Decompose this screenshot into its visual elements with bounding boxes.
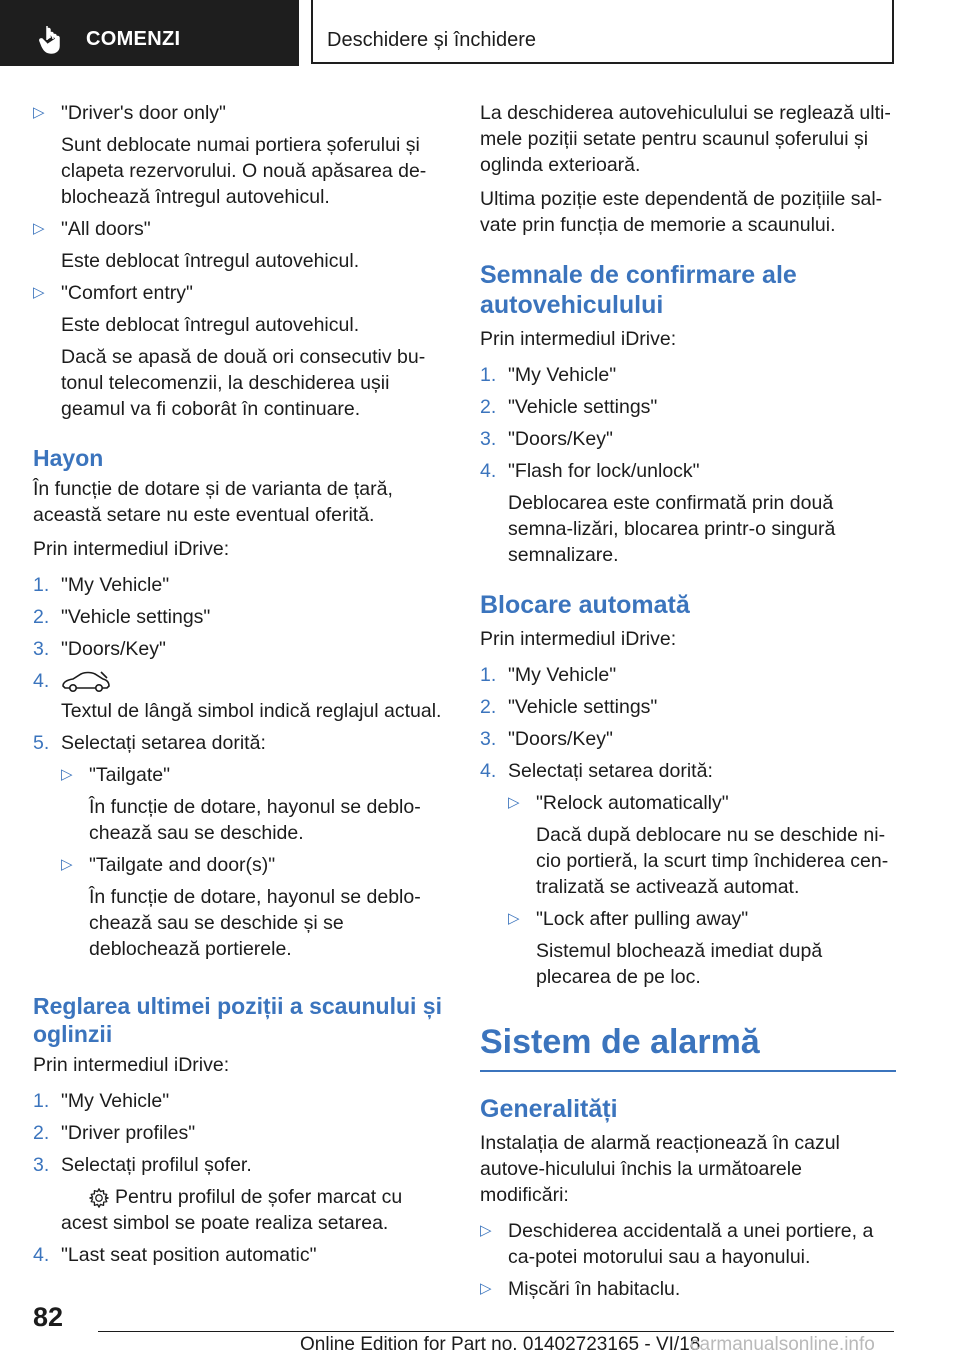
step [33, 1120, 453, 1146]
step-number: 4. [480, 460, 497, 482]
step [33, 572, 453, 598]
step [480, 394, 896, 420]
triangle-bullet-icon: ▷ [61, 856, 73, 873]
heading-seat: Reglarea ultimei poziții a scaunului și oglinzii [33, 993, 442, 1047]
triangle-bullet-icon: ▷ [508, 794, 520, 811]
option-title: "Tailgate and door(s)" [89, 854, 276, 876]
step-number: 1. [480, 364, 497, 386]
list-item [478, 790, 896, 900]
paragraph: Ultima poziție este dependentă de pozițiile sal-vate prin funcția de memorie a scaunului. [480, 188, 883, 236]
step-note: Deblocarea este confirmată prin două semna-lizări, blocarea printr-o singură semnalizare. [508, 492, 836, 566]
step-number: 4. [33, 1244, 50, 1266]
list-item [31, 762, 453, 846]
chapter-tab [311, 0, 894, 64]
step-text: "Doors/Key" [508, 428, 613, 450]
step [480, 758, 896, 996]
step-number: 2. [480, 696, 497, 718]
hand-icon [38, 24, 64, 54]
section-title: COMENZI [86, 28, 181, 50]
triangle-bullet-icon: ▷ [508, 910, 520, 927]
step-note: Textul de lângă simbol indică reglajul actual. [61, 700, 442, 722]
chapter-title: Deschidere și închidere [327, 29, 536, 51]
step-number: 3. [33, 638, 50, 660]
step-number: 4. [33, 670, 50, 692]
triangle-bullet-icon: ▷ [33, 284, 45, 301]
step-text: "Vehicle settings" [508, 696, 658, 718]
step-text: "Flash for lock/unlock" [508, 460, 700, 482]
paragraph: La deschiderea autovehiculului se reglează ulti-mele poziții setate pentru scaunul șoferului și oglinda exterioară. [480, 102, 891, 176]
step-text: "My Vehicle" [61, 1090, 170, 1112]
page-header [0, 0, 960, 66]
list-item [450, 1218, 896, 1270]
option-body: Sunt deblocate numai portiera șoferului și clapeta rezervorului. O nouă apăsarea de-blochează întregul autovehicul. [61, 134, 427, 208]
option-body: Este deblocat întregul autovehicul. [61, 314, 360, 336]
step-number: 5. [33, 732, 50, 754]
step [33, 1242, 453, 1268]
step-number: 1. [33, 574, 50, 596]
step-number: 1. [33, 1090, 50, 1112]
option-body: În funcție de dotare, hayonul se deblo-chează sau se deschide. [89, 796, 421, 844]
step-note [61, 1184, 453, 1236]
step [480, 694, 896, 720]
step [480, 726, 896, 752]
step-text: "Doors/Key" [61, 638, 166, 660]
step-text: "Driver profiles" [61, 1122, 196, 1144]
step-note-text: Pentru profilul de șofer marcat cu acest simbol se poate realiza setarea. [61, 1186, 403, 1234]
step-text: "Vehicle settings" [508, 396, 658, 418]
triangle-bullet-icon: ▷ [61, 766, 73, 783]
step-text: "My Vehicle" [61, 574, 170, 596]
list-item [31, 852, 453, 962]
step-text: Selectați setarea dorită: [508, 760, 713, 782]
option-title: "Lock after pulling away" [536, 908, 749, 930]
list-item-text: Mișcări în habitaclu. [508, 1278, 681, 1300]
option-title: "Comfort entry" [61, 282, 193, 304]
step [33, 1088, 453, 1114]
paragraph: Prin intermediul iDrive: [480, 628, 677, 650]
step [33, 668, 453, 724]
step-text: Selectați setarea dorită: [61, 732, 266, 754]
triangle-bullet-icon: ▷ [33, 220, 45, 237]
heading-autolock: Blocare automată [480, 591, 690, 619]
paragraph: În funcție de dotare și de varianta de țară, această setare nu este eventual oferită. [33, 478, 393, 526]
step-text: "Doors/Key" [508, 728, 613, 750]
step [480, 458, 896, 568]
section-tab[interactable] [0, 0, 299, 66]
paragraph: Instalația de alarmă reacționează în cazul autove-hiculului închis la următoarele modificări: [480, 1132, 840, 1206]
step [480, 362, 896, 388]
paragraph: Prin intermediul iDrive: [480, 328, 677, 350]
step [480, 662, 896, 688]
step-text: Selectați profilul șofer. [61, 1154, 252, 1176]
right-column [480, 100, 896, 1308]
paragraph: Prin intermediul iDrive: [33, 1054, 230, 1076]
list-item [3, 280, 453, 422]
left-column [33, 100, 453, 1274]
car-tailgate-icon [61, 668, 111, 694]
page-number: 82 [33, 1302, 64, 1332]
step-number: 3. [33, 1154, 50, 1176]
heading-general: Generalități [480, 1095, 618, 1123]
step-text: "Vehicle settings" [61, 606, 211, 628]
step-number: 4. [480, 760, 497, 782]
step-number: 3. [480, 728, 497, 750]
step [33, 604, 453, 630]
paragraph: Prin intermediul iDrive: [33, 538, 230, 560]
watermark: carmanualsonline.info [690, 1334, 875, 1355]
option-title: "Tailgate" [89, 764, 171, 786]
step [33, 1152, 453, 1178]
gear-icon [87, 1187, 111, 1209]
step-text: "My Vehicle" [508, 664, 617, 686]
step [33, 730, 453, 968]
step-number: 1. [480, 664, 497, 686]
footer-edition: Online Edition for Part no. 01402723165 - VI/18 [300, 1334, 701, 1355]
option-title: "Relock automatically" [536, 792, 729, 814]
step [33, 636, 453, 662]
triangle-bullet-icon: ▷ [480, 1222, 492, 1239]
step-text: "My Vehicle" [508, 364, 617, 386]
heading-alarm: Sistem de alarmă [480, 1020, 896, 1072]
list-item [3, 216, 453, 274]
option-body: Este deblocat întregul autovehicul. [61, 250, 360, 272]
triangle-bullet-icon: ▷ [480, 1280, 492, 1297]
option-body: Dacă după deblocare nu se deschide ni-cio portieră, la scurt timp închiderea cen-tralizată se activează automat. [536, 824, 889, 898]
list-item-text: Deschiderea accidentală a unei portiere, a ca-potei motorului sau a hayonului. [508, 1220, 874, 1268]
step-number: 2. [33, 606, 50, 628]
list-item [3, 100, 453, 210]
step-number: 3. [480, 428, 497, 450]
step-number: 2. [33, 1122, 50, 1144]
triangle-bullet-icon: ▷ [33, 104, 45, 121]
list-item [450, 1276, 896, 1302]
step [480, 426, 896, 452]
list-item [478, 906, 896, 990]
step-text: "Last seat position automatic" [61, 1244, 317, 1266]
option-title: "Driver's door only" [61, 102, 226, 124]
step-number: 2. [480, 396, 497, 418]
option-title: "All doors" [61, 218, 151, 240]
footer-divider [98, 1331, 894, 1332]
option-body: Dacă se apasă de două ori consecutiv bu-tonul telecomenzii, la deschiderea ușii geamul va fi coborât în continuare. [61, 346, 426, 420]
heading-hayon: Hayon [33, 445, 104, 471]
heading-signals: Semnale de confirmare ale autovehiculului [480, 261, 797, 319]
option-body: Sistemul blochează imediat după plecarea de pe loc. [536, 940, 823, 988]
option-body: În funcție de dotare, hayonul se deblo-chează sau se deschide și se deblochează portierele. [89, 886, 421, 960]
